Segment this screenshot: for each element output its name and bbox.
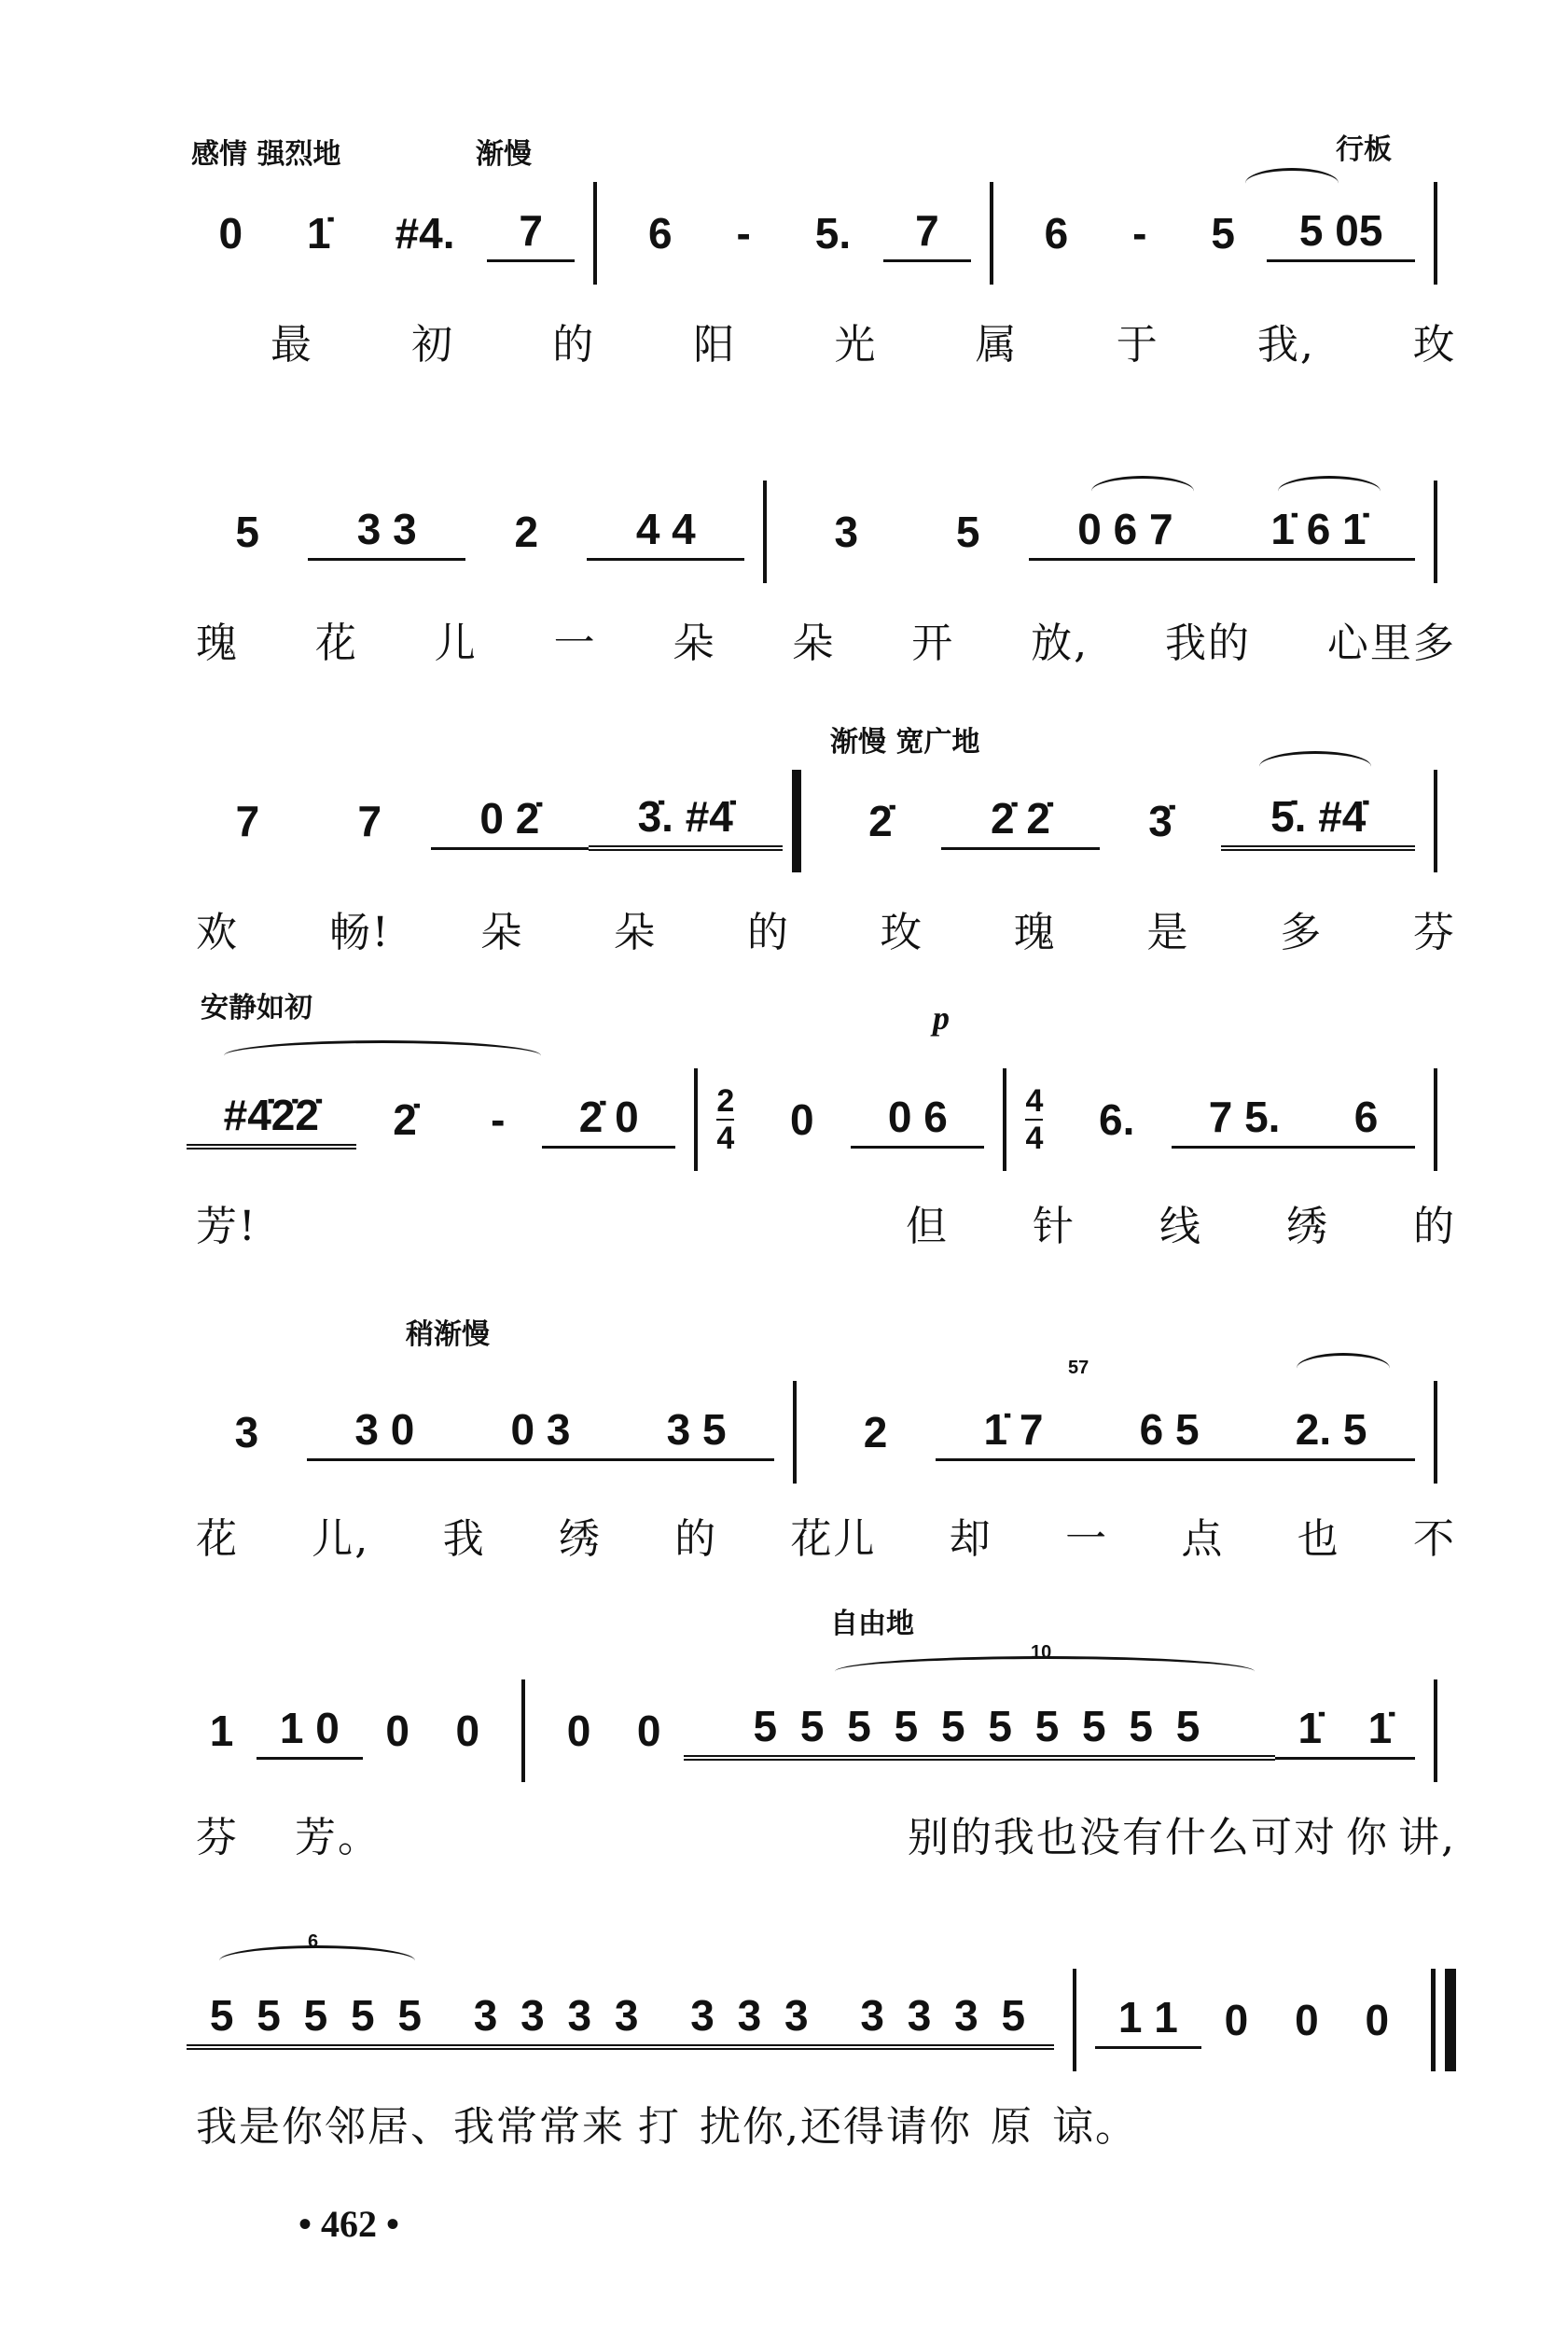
- barline: [1434, 481, 1437, 583]
- note: 0: [218, 209, 243, 258]
- note: 3 0: [307, 1404, 463, 1461]
- barline: [1073, 1969, 1076, 2071]
- notes-line: [187, 476, 1456, 588]
- lyric: 心里多: [1326, 620, 1456, 667]
- note: 5 05: [1267, 205, 1414, 262]
- note: 3̇. #4̇: [589, 791, 783, 851]
- lyric: 儿: [434, 620, 478, 667]
- note: 7: [487, 205, 576, 262]
- note: 5 5 5 5 5: [187, 1990, 451, 2050]
- note: 5: [235, 508, 259, 556]
- direction-text: 渐慢 宽广地: [830, 726, 980, 759]
- lyric: 开: [911, 620, 955, 667]
- score-system-6: [0, 1596, 1568, 1875]
- lyric: 你: [1346, 1814, 1389, 1861]
- lyric: 点: [1181, 1515, 1225, 1563]
- note: 5.: [814, 209, 852, 258]
- note: 0: [385, 1707, 409, 1755]
- score-system-5: [0, 1302, 1568, 1582]
- lyric: 朵: [673, 620, 716, 667]
- lyric: 的: [746, 909, 790, 956]
- tuplet-number: 6: [308, 1931, 319, 1952]
- note: 6: [1317, 1092, 1415, 1149]
- lyric: 芳。: [295, 1814, 381, 1861]
- lyrics-line: [196, 606, 1456, 672]
- note: 5 5 5 5 5 5 5 5 5 5: [684, 1701, 1275, 1761]
- lyric: 别的我也没有什么可对: [908, 1814, 1337, 1861]
- note: 0: [636, 1707, 661, 1755]
- score-system-4: [0, 980, 1568, 1260]
- direction-text: 渐慢: [476, 138, 532, 171]
- note: 2. 5: [1247, 1404, 1415, 1461]
- lyric: 畅!: [328, 909, 391, 956]
- lyric: 放,: [1031, 620, 1089, 667]
- notes-line: [187, 1964, 1456, 2076]
- lyric: 也: [1297, 1515, 1340, 1563]
- note: 4 4: [587, 504, 744, 561]
- note: 3: [834, 508, 859, 556]
- lyric: 花: [196, 1515, 239, 1563]
- lyric: 瑰: [196, 620, 239, 667]
- barline: [593, 182, 597, 285]
- note: -: [1132, 209, 1147, 258]
- note: 1̇: [1275, 1703, 1345, 1760]
- note: 1 0: [257, 1703, 363, 1760]
- time-signature: 2 4: [716, 1083, 735, 1156]
- page-number: • 462 •: [298, 2203, 400, 2245]
- note: 6: [647, 209, 673, 258]
- lyric: 一: [1065, 1515, 1109, 1563]
- lyric: 属: [975, 321, 1019, 369]
- note: 3̇: [1148, 797, 1173, 845]
- note: 7 5.: [1172, 1092, 1317, 1149]
- lyrics-line: [271, 308, 1456, 373]
- note: 1 1: [1095, 1992, 1201, 2049]
- lyric: 我,: [1256, 321, 1315, 369]
- note: 0: [1295, 1996, 1319, 2044]
- lyrics-line: [196, 1502, 1456, 1568]
- lyric: 儿,: [312, 1515, 370, 1563]
- direction-text: 行板: [1336, 133, 1392, 166]
- notes-line: [187, 1376, 1456, 1488]
- barline: [792, 770, 801, 872]
- note: #4.: [395, 209, 455, 258]
- notes-line: [187, 177, 1456, 289]
- lyric: 针: [1033, 1203, 1075, 1250]
- note: 5: [1211, 209, 1235, 258]
- note: 0: [455, 1707, 480, 1755]
- lyric: 的: [1413, 1203, 1456, 1250]
- lyric: 却: [949, 1515, 992, 1563]
- dynamic-mark: p: [933, 999, 950, 1037]
- note: 2̇: [868, 797, 893, 845]
- note: 3 3 3 3: [451, 1990, 668, 2050]
- notes-line: [187, 765, 1456, 877]
- lyric: 扰你,还得请你: [700, 2103, 972, 2151]
- lyric: 芬: [1413, 909, 1456, 956]
- lyric: 我: [442, 1515, 486, 1563]
- barline: [990, 182, 993, 285]
- note: 1̇: [307, 209, 331, 258]
- barline: [1434, 182, 1437, 285]
- lyrics-line: [196, 2090, 1456, 2155]
- note: 2̇: [393, 1095, 417, 1144]
- lyrics-line: [196, 1190, 1456, 1255]
- lyric: 朵: [792, 620, 836, 667]
- lyric: 绣: [558, 1515, 602, 1563]
- note: 3 3 3: [667, 1990, 837, 2050]
- lyric: 阳: [693, 321, 737, 369]
- lyric: 花: [314, 620, 358, 667]
- note: 0: [566, 1707, 591, 1755]
- note: 0: [1224, 1996, 1249, 2044]
- notes-line: [187, 1064, 1456, 1176]
- note: 6 5: [1091, 1404, 1247, 1461]
- note: 0 6: [851, 1092, 984, 1149]
- lyric: 的: [674, 1515, 718, 1563]
- lyric: 谅。: [1052, 2103, 1138, 2151]
- note: 0 6 7: [1029, 504, 1222, 561]
- lyric: 讲,: [1398, 1814, 1456, 1861]
- barline: [1003, 1068, 1006, 1171]
- note: 2: [863, 1408, 888, 1456]
- barline: [793, 1381, 797, 1484]
- note: 7: [235, 797, 260, 845]
- lyric: 我是你邻居、我常常来: [196, 2103, 625, 2151]
- score-system-1: [0, 121, 1568, 392]
- lyric: 打: [638, 2103, 681, 2151]
- lyrics-line: [196, 896, 1456, 961]
- direction-text: 安静如初: [201, 992, 312, 1024]
- note: 0 3: [463, 1404, 618, 1461]
- note: 7: [357, 797, 382, 845]
- note: 1: [209, 1707, 234, 1755]
- note: 2̇ 0: [542, 1092, 675, 1149]
- lyric: 线: [1159, 1203, 1202, 1250]
- lyric: 瑰: [1013, 909, 1057, 956]
- direction-text: 感情 强烈地: [191, 138, 341, 171]
- direction-text: 稍渐慢: [406, 1318, 490, 1351]
- lyric: 芳!: [196, 1203, 257, 1250]
- note: 3 5: [618, 1404, 774, 1461]
- lyric: 原: [991, 2103, 1034, 2151]
- lyric: 最: [271, 321, 313, 369]
- barline: [1434, 1381, 1437, 1484]
- barline: [521, 1679, 525, 1782]
- note: 5: [955, 508, 980, 556]
- note: 0: [789, 1095, 814, 1144]
- lyric: 是: [1146, 909, 1190, 956]
- note: 2̇ 2̇: [941, 793, 1099, 850]
- lyric: 光: [834, 321, 878, 369]
- note: 3: [234, 1408, 259, 1456]
- note: 7: [883, 205, 972, 262]
- note: 1̇ 7: [936, 1404, 1091, 1461]
- lyric: 于: [1116, 321, 1159, 369]
- lyric: 玫: [1413, 321, 1456, 369]
- lyric: 不: [1412, 1515, 1456, 1563]
- barline: [763, 481, 767, 583]
- direction-text: 自由地: [830, 1608, 914, 1640]
- notes-line: [187, 1675, 1456, 1787]
- barline: [1434, 770, 1437, 872]
- lyric: 但: [906, 1203, 949, 1250]
- note: 0: [1365, 1996, 1390, 2044]
- lyric: 花儿: [790, 1515, 877, 1563]
- lyric: 欢: [196, 909, 239, 956]
- note: -: [491, 1095, 506, 1144]
- barline: [1434, 1679, 1437, 1782]
- note: 2: [514, 508, 539, 556]
- lyric: 芬: [196, 1814, 239, 1861]
- lyric: 的: [552, 321, 596, 369]
- note: -: [736, 209, 751, 258]
- note: 3 3 3 5: [837, 1990, 1054, 2050]
- lyric: 玫: [880, 909, 923, 956]
- lyric: 我的: [1165, 620, 1251, 667]
- note: 6: [1044, 209, 1069, 258]
- lyric: 多: [1280, 909, 1324, 956]
- note: 1̇: [1345, 1703, 1415, 1760]
- score-system-3: [0, 709, 1568, 970]
- time-signature: 4 4: [1025, 1083, 1044, 1156]
- note: 1̇ 6 1̇: [1222, 504, 1415, 561]
- note: 0 2̇: [431, 793, 589, 850]
- barline: [694, 1068, 698, 1171]
- note: 5̇. #4̇: [1221, 791, 1415, 851]
- grace-notes: 57: [1068, 1358, 1089, 1378]
- note: 3 3: [308, 504, 465, 561]
- lyric: 朵: [480, 909, 524, 956]
- tuplet-number: 10: [1031, 1642, 1052, 1663]
- barline: [1434, 1068, 1437, 1171]
- lyric: 绣: [1286, 1203, 1329, 1250]
- lyric: 一: [553, 620, 597, 667]
- lyrics-line: [196, 1801, 1456, 1866]
- note: 6.: [1099, 1095, 1135, 1144]
- score-system-2: [0, 420, 1568, 672]
- final-barline: [1431, 1969, 1456, 2071]
- lyric: 初: [411, 321, 455, 369]
- lyric: 朵: [614, 909, 658, 956]
- note: #4̇2̇2̇: [187, 1090, 356, 1150]
- score-system-7: [0, 1885, 1568, 2165]
